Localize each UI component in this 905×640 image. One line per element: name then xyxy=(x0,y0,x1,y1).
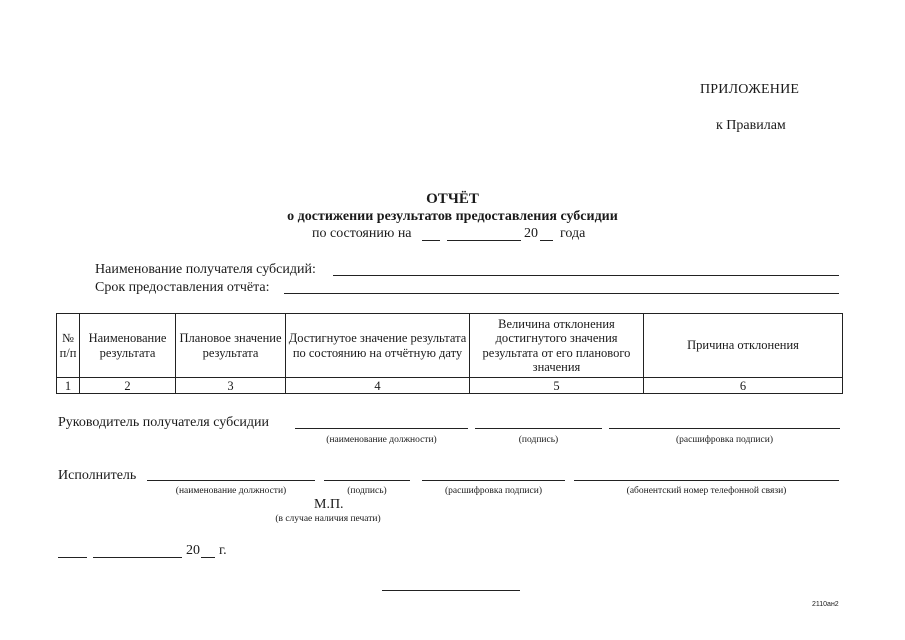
table-row xyxy=(57,378,843,394)
head-decoding-line xyxy=(609,428,840,429)
executor-position-line xyxy=(147,480,315,481)
results-table xyxy=(56,313,843,394)
table-header-row xyxy=(57,314,843,378)
closing-separator-line xyxy=(382,590,520,591)
head-signature-line xyxy=(475,428,602,429)
date-year-prefix: 20 xyxy=(186,543,200,558)
column-header-planned-value: Плановое значение результата xyxy=(176,314,286,378)
appendix-rules-reference: к Правилам xyxy=(716,118,786,133)
head-signature-caption: (подпись) xyxy=(518,435,559,445)
as-of-year-blank xyxy=(540,240,553,241)
as-of-prefix: по состоянию на xyxy=(312,226,412,241)
report-as-of-line xyxy=(312,226,412,242)
executor-phone-caption: (абонентский номер телефонной связи) xyxy=(626,486,787,496)
date-year-suffix: г. xyxy=(219,543,227,558)
column-number-3: 3 xyxy=(176,378,286,394)
date-day-blank xyxy=(58,557,87,558)
report-deadline-line xyxy=(284,293,839,294)
executor-signature-caption: (подпись) xyxy=(347,486,387,496)
head-position-caption: (наименование должности) xyxy=(326,435,437,445)
column-header-achieved-value: Достигнутое значение результата по состоянию на отчётную дату xyxy=(286,314,470,378)
column-header-number: № п/п xyxy=(57,314,80,378)
stamp-caption: (в случае наличия печати) xyxy=(275,514,381,524)
executor-signature-line xyxy=(324,480,410,481)
date-month-blank xyxy=(93,557,182,558)
column-number-5: 5 xyxy=(470,378,644,394)
executor-position-caption: (наименование должности) xyxy=(175,486,287,496)
executor-decoding-caption: (расшифровка подписи) xyxy=(445,486,542,496)
column-header-result-name: Наименование результата xyxy=(80,314,176,378)
appendix-heading: ПРИЛОЖЕНИЕ xyxy=(700,82,800,97)
recipient-name-line xyxy=(333,275,839,276)
column-number-6: 6 xyxy=(644,378,843,394)
recipient-name-label: Наименование получателя субсидий: xyxy=(95,262,316,277)
head-position-line xyxy=(295,428,468,429)
column-header-deviation: Величина отклонения достигнутого значения результата от его планового значения xyxy=(470,314,644,378)
column-number-2: 2 xyxy=(80,378,176,394)
executor-phone-line xyxy=(574,480,839,481)
head-of-recipient-label: Руководитель получателя субсидии xyxy=(58,415,270,430)
document-footer-code: 2110ан2 xyxy=(812,601,839,608)
as-of-month-blank xyxy=(447,240,521,241)
column-number-4: 4 xyxy=(286,378,470,394)
head-decoding-caption: (расшифровка подписи) xyxy=(676,435,773,445)
date-year-blank xyxy=(201,557,215,558)
report-deadline-label: Срок предоставления отчёта: xyxy=(95,280,270,295)
as-of-day-blank xyxy=(422,240,440,241)
column-header-deviation-reason: Причина отклонения xyxy=(644,314,843,378)
as-of-year-prefix: 20 xyxy=(524,226,538,241)
stamp-placeholder: М.П. xyxy=(314,497,344,512)
report-subtitle: о достижении результатов предоставления субсидии xyxy=(287,209,618,224)
as-of-year-suffix: года xyxy=(560,226,586,241)
executor-label: Исполнитель xyxy=(58,468,137,483)
column-number-1: 1 xyxy=(57,378,80,394)
report-title: ОТЧЁТ xyxy=(426,191,479,207)
executor-decoding-line xyxy=(422,480,565,481)
